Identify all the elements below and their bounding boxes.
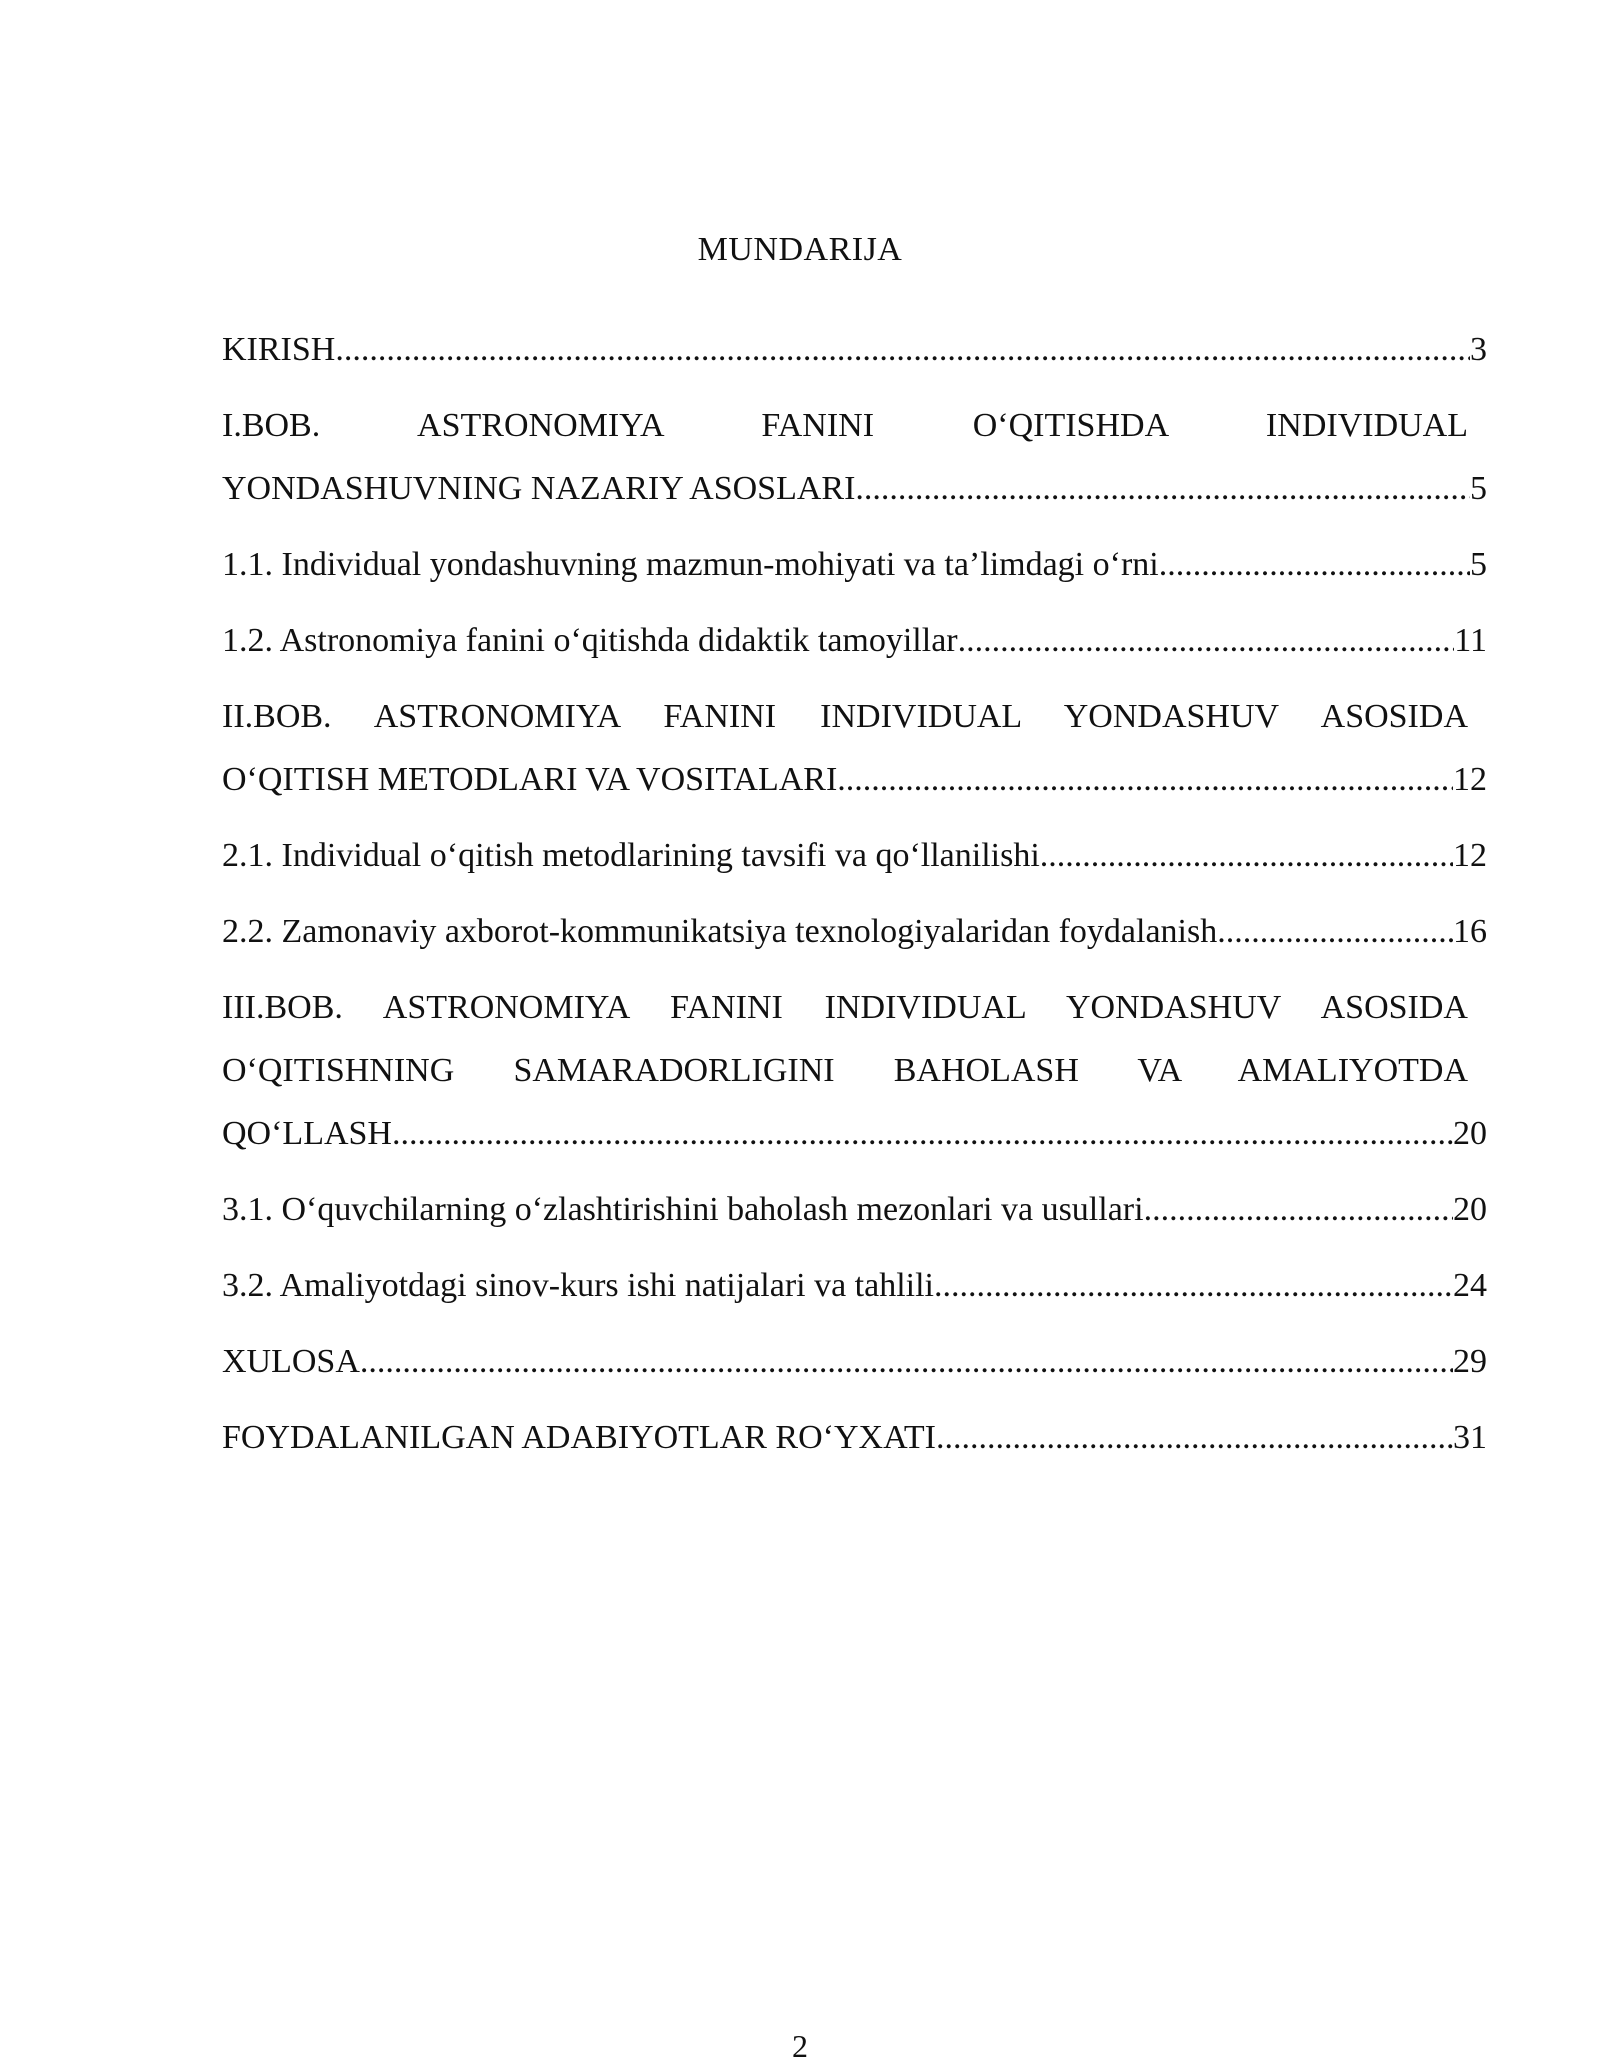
toc-dot-leader (335, 318, 1470, 381)
toc-page-number: 12 (1453, 761, 1487, 798)
toc-dot-leader (1144, 1178, 1453, 1241)
toc-entry-section-1-2[interactable] (222, 609, 1487, 672)
toc-entry-section-2-2[interactable] (222, 900, 1487, 963)
toc-dot-leader (1159, 533, 1470, 596)
toc-entry-section-2-1[interactable] (222, 824, 1487, 887)
toc-page-number: 5 (1470, 470, 1487, 507)
toc-page-number: 24 (1453, 1267, 1487, 1304)
toc-entry-title: FOYDALANILGAN ADABIYOTLAR ROʻYXATI (222, 1419, 936, 1456)
toc-entry-chapter-2[interactable] (222, 685, 1487, 811)
toc-page-number: 5 (1470, 546, 1487, 583)
toc-dot-leader (360, 1330, 1453, 1393)
toc-page-number: 11 (1454, 622, 1487, 659)
toc-entry-line (222, 824, 1487, 887)
toc-dot-leader (392, 1102, 1453, 1165)
toc-entry-title: 3.2. Amaliyotdagi sinov-kurs ishi natijalari va tahlili (222, 1267, 935, 1304)
toc-dot-leader (855, 457, 1470, 520)
toc-dot-leader (958, 609, 1455, 672)
toc-entry-line (222, 1102, 1487, 1165)
toc-page-number: 20 (1453, 1191, 1487, 1228)
toc-entry-title: XULOSA (222, 1343, 360, 1380)
toc-entry-line (222, 1406, 1487, 1469)
toc-entry-section-3-2[interactable] (222, 1254, 1487, 1317)
toc-entry-line (222, 1330, 1487, 1393)
page-number: 2 (792, 2028, 808, 2064)
toc-entry-line (222, 533, 1487, 596)
toc-entry-section-1-1[interactable] (222, 533, 1487, 596)
toc-entry-title: 2.2. Zamonaviy axborot-kommunikatsiya texnologiyalaridan foydalanish (222, 913, 1218, 950)
toc-entry-line (222, 1254, 1487, 1317)
toc-entry-line (222, 900, 1487, 963)
toc-dot-leader (936, 1406, 1453, 1469)
toc-entry-title-line: III.BOB. ASTRONOMIYA FANINI INDIVIDUAL YONDASHUV ASOSIDA (222, 989, 1468, 1026)
toc-entry-line (222, 609, 1487, 672)
toc-entry-title: YONDASHUVNING NAZARIY ASOSLARI (222, 470, 856, 507)
toc-entry-line (222, 748, 1487, 811)
toc-entry-title-line: II.BOB. ASTRONOMIYA FANINI INDIVIDUAL YONDASHUV ASOSIDA (222, 698, 1468, 735)
toc-entry-title: OʻQITISH METODLARI VA VOSITALARI (222, 761, 838, 798)
toc-entry-line (222, 1178, 1487, 1241)
toc-entry-section-3-1[interactable] (222, 1178, 1487, 1241)
toc-page-number: 20 (1453, 1115, 1487, 1152)
toc-entry-title: 3.1. Oʻquvchilarning oʻzlashtirishini baholash mezonlari va usullari (222, 1191, 1144, 1228)
toc-entry-title: 1.2. Astronomiya fanini oʻqitishda didaktik tamoyillar (222, 622, 958, 659)
toc-page-number: 31 (1453, 1419, 1487, 1456)
toc-entry-references[interactable] (222, 1406, 1487, 1469)
toc-dot-leader (934, 1254, 1453, 1317)
toc-dot-leader (837, 748, 1453, 811)
table-of-contents (222, 318, 1487, 1482)
toc-entry-chapter-1[interactable] (222, 394, 1487, 520)
toc-dot-leader (1040, 824, 1453, 887)
toc-entry-line (222, 318, 1487, 381)
toc-page-number: 29 (1453, 1343, 1487, 1380)
toc-page-number: 12 (1453, 837, 1487, 874)
toc-entry-title-line: I.BOB. ASTRONOMIYA FANINI OʻQITISHDA INDIVIDUAL (222, 407, 1468, 444)
toc-entry-title-line: OʻQITISHNING SAMARADORLIGINI BAHOLASH VA AMALIYOTDA (222, 1052, 1468, 1089)
toc-entry-title: 1.1. Individual yondashuvning mazmun-mohiyati va ta’limdagi oʻrni (222, 546, 1159, 583)
toc-page-number: 3 (1470, 331, 1487, 368)
toc-entry-title: 2.1. Individual oʻqitish metodlarining tavsifi va qoʻllanilishi (222, 837, 1040, 874)
toc-entry-chapter-3[interactable] (222, 976, 1487, 1165)
toc-entry-kirish[interactable] (222, 318, 1487, 381)
toc-entry-title: QOʻLLASH (222, 1115, 392, 1152)
page-title: MUNDARIJA (697, 231, 903, 268)
toc-page-number: 16 (1453, 913, 1487, 950)
toc-entry-xulosa[interactable] (222, 1330, 1487, 1393)
toc-entry-title: KIRISH (222, 331, 336, 368)
toc-entry-line (222, 457, 1487, 520)
toc-dot-leader (1217, 900, 1453, 963)
